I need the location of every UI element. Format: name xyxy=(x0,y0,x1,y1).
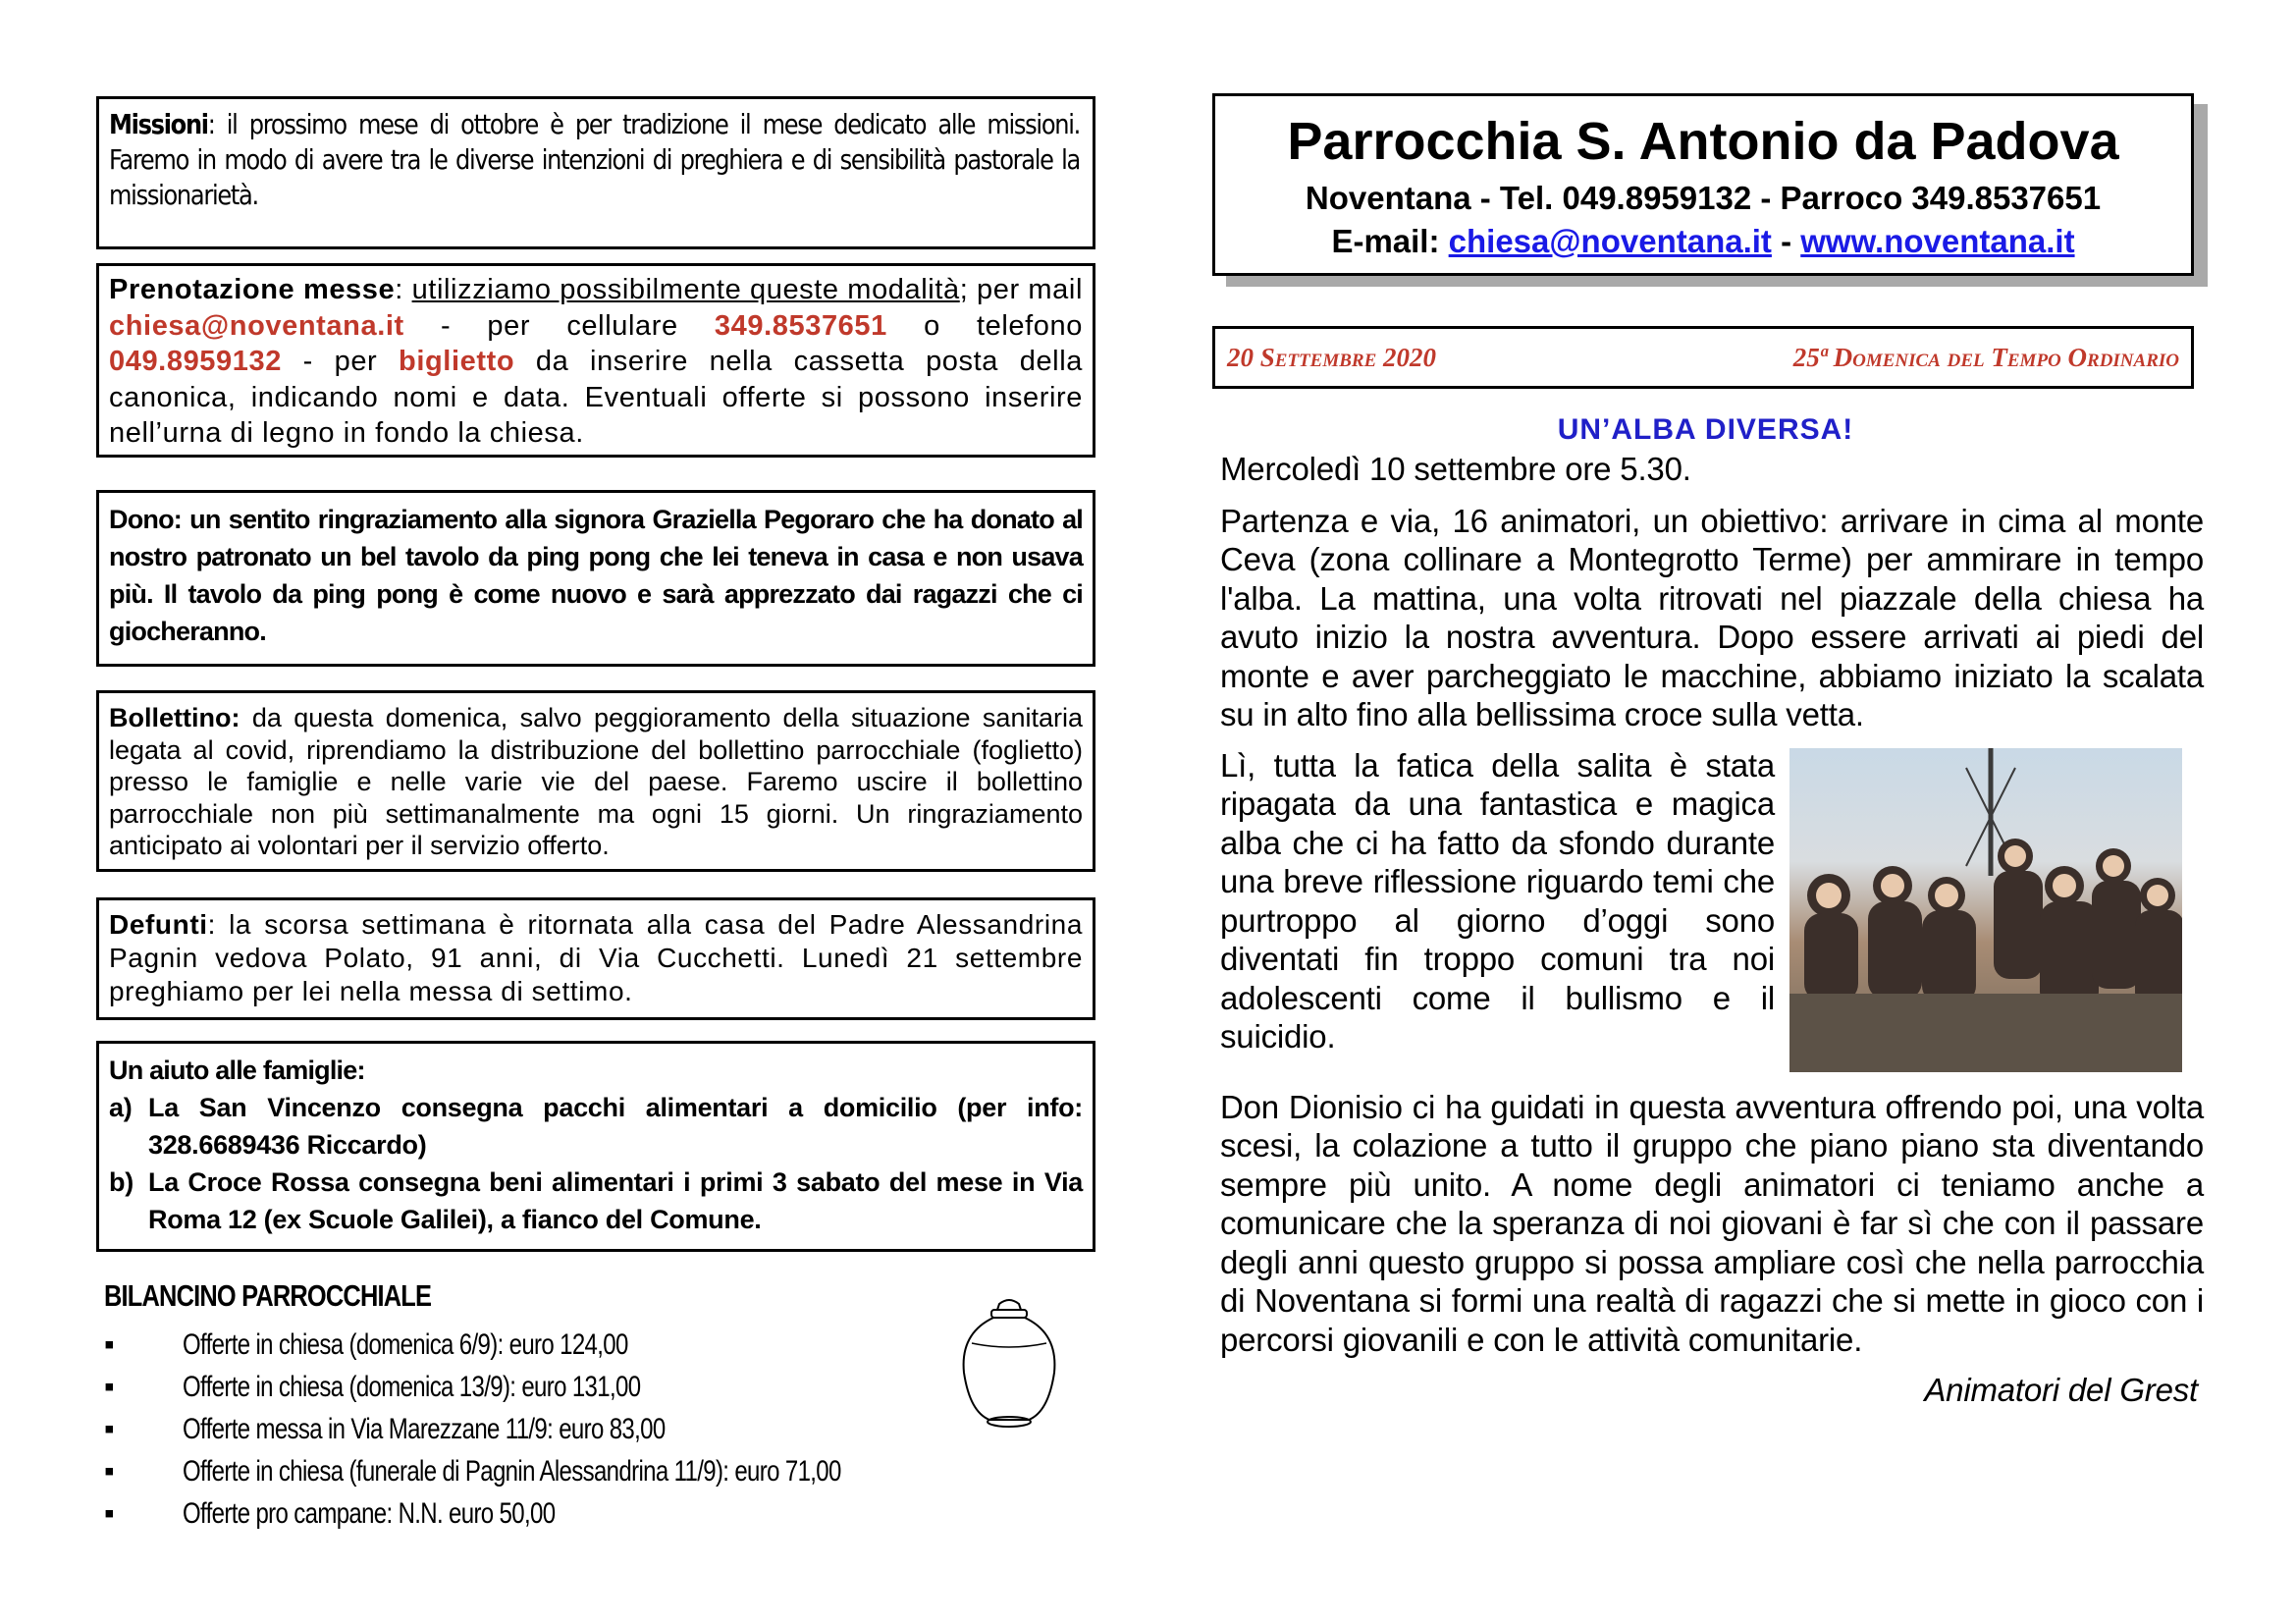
group-photo xyxy=(1789,748,2182,1072)
prenotazione-biglietto: biglietto xyxy=(399,346,515,377)
dono-title: Dono xyxy=(109,505,174,534)
group-photo-illustration xyxy=(1789,748,2182,1072)
prenotazione-text: Prenotazione messe: utilizziamo possibilmente queste modalità; per mail chiesa@noventana.it - per cellulare 349.8537651 o telefono 049.8959132 - per biglietto da inserire nella cassetta posta della canonica, indicando nomi e data. Eventuali offerte si possono inserire nell’urna di legno in fondo la chiesa. xyxy=(109,274,1083,449)
parish-links: E-mail: chiesa@noventana.it - www.noventana.it xyxy=(1331,223,2075,259)
bollettino-title: Bollettino: xyxy=(109,703,240,732)
bilancino-list xyxy=(104,1324,1046,1535)
aiuto-title-line: Un aiuto alle famiglie: xyxy=(109,1056,365,1085)
article-p1: Mercoledì 10 settembre ore 5.30. xyxy=(1220,451,1691,487)
header-box xyxy=(1212,93,2194,276)
aiuto-title: Un aiuto alle famiglie xyxy=(109,1056,357,1085)
article xyxy=(1220,410,2204,1410)
article-signature: Animatori del Grest xyxy=(1924,1372,2198,1408)
missioni-box xyxy=(96,96,1095,249)
bollettino-text: Bollettino: da questa domenica, salvo peggioramento della situazione sanitaria legata al covid, riprendiamo la distribuzione del bollettino parrocchiale (foglietto) presso le famiglie e nelle varie vie del paese. Faremo uscire il bollettino parrocchiale non più settimanalmente ma ogni 15 giorni. Un ringraziamento anticipato ai volontari per il servizio offerto. xyxy=(109,703,1083,860)
parish-contacts: Noventana - Tel. 049.8959132 - Parroco 349.8537651 xyxy=(1305,180,2102,216)
defunti-text: Defunti: la scorsa settimana è ritornata alla casa del Padre Alessandrina Pagnin vedova Polato, 91 anni, di Via Cucchetti. Lunedì 21 settembre preghiamo per lei nella messa di settimo. xyxy=(109,909,1083,1006)
bilancino-item: ▪ Offerte in chiesa (funerale di Pagnin Alessandrina 11/9): euro 71,00 xyxy=(104,1450,1046,1492)
prenotazione-box xyxy=(96,263,1095,458)
article-p4: Don Dionisio ci ha guidati in questa avventura offrendo poi, una volta scesi, la colazione a tutto il gruppo che piano piano sta diventando sempre più unito. A nome degli animatori ci teniamo anche a comunicare che la speranza di noi giovani è far sì che con il passare degli anni questo gruppo si possa ampliare così che nella parrocchia di Noventana si formi una realtà di ragazzi che si mette in gioco con i percorsi giovanili e con le attività comunitarie. xyxy=(1220,1088,2204,1358)
aiuto-item: b) La Croce Rossa consegna beni alimentari i primi 3 sabato del mese in Via Roma 12 (ex Scuole Galilei), a fianco del Comune. xyxy=(109,1167,1083,1234)
defunti-title: Defunti xyxy=(109,909,208,940)
prenotazione-title: Prenotazione messe xyxy=(109,274,396,305)
bilancino-section xyxy=(104,1276,1046,1535)
urn-icon xyxy=(950,1294,1068,1432)
missioni-title: Missioni xyxy=(109,108,208,140)
dono-box xyxy=(96,490,1095,667)
aiuto-box xyxy=(96,1041,1095,1252)
parish-title: Parrocchia S. Antonio da Padova xyxy=(1287,112,2119,171)
bilancino-item: ▪ Offerte in chiesa (domenica 13/9): euro 131,00 xyxy=(104,1366,1046,1408)
aiuto-item: a) La San Vincenzo consegna pacchi alimentari a domicilio (per info: 328.6689436 Riccardo) xyxy=(109,1093,1083,1160)
parish-web-link[interactable]: www.noventana.it xyxy=(1800,223,2075,259)
sunday-label: 25ª Domenica del Tempo Ordinario xyxy=(1792,342,2179,372)
bilancino-item: ▪ Offerte pro campane: N.N. euro 50,00 xyxy=(104,1492,1046,1535)
prenotazione-phone: 049.8959132 xyxy=(109,346,282,377)
date-label: 20 Settembre 2020 xyxy=(1227,342,1436,372)
article-title: UN’ALBA DIVERSA! xyxy=(1557,413,1854,446)
prenotazione-email[interactable]: chiesa@noventana.it xyxy=(109,309,404,342)
bollettino-box xyxy=(96,690,1095,872)
photo-row xyxy=(1220,746,2204,1072)
dono-text: Dono: un sentito ringraziamento alla signora Graziella Pegoraro che ha donato al nostro patronato un bel tavolo da ping pong che lei teneva in casa e non usava più. Il tavolo da ping pong è come nuovo e sarà apprezzato dai ragazzi che ci giocheranno. xyxy=(109,505,1083,646)
bilancino-item: ▪ Offerte in chiesa (domenica 6/9): euro 124,00 xyxy=(104,1324,1046,1366)
aiuto-list xyxy=(109,1089,1083,1238)
article-p3: Lì, tutta la fatica della salita è stata ripagata da una fantastica e magica alba che ci ha fatto da sfondo durante una breve riflessione riguardo temi che purtroppo al giorno d’oggi sono diventati fin troppo comuni tra noi adolescenti come il bullismo e il suicidio. xyxy=(1220,746,1775,1055)
bilancino-item: ▪ Offerte messa in Via Marezzane 11/9: euro 83,00 xyxy=(104,1408,1046,1450)
prenotazione-cell: 349.8537651 xyxy=(714,309,887,342)
defunti-box xyxy=(96,897,1095,1020)
missioni-text: Missioni: il prossimo mese di ottobre è per tradizione il mese dedicato alle missioni. Faremo in modo di avere tra le diverse intenzioni di preghiera e di sensibilità pastorale la missionarietà. xyxy=(109,108,1080,211)
article-p2: Partenza e via, 16 animatori, un obiettivo: arrivare in cima al monte Ceva (zona collinare a Montegrotto Terme) per ammirare in tempo l'alba. La mattina, una volta ritrovati nel piazzale della chiesa ha avuto inizio la nostra avventura. Dopo essere arrivati ai piedi del monte e aver parcheggiato le macchine, abbiamo iniziato la scalata su in alto fino alla bellissima croce sulla vetta. xyxy=(1220,502,2204,732)
parish-email-link[interactable]: chiesa@noventana.it xyxy=(1448,223,1772,259)
bilancino-title: BILANCINO PARROCCHIALE xyxy=(104,1278,432,1313)
date-bar xyxy=(1212,326,2194,389)
